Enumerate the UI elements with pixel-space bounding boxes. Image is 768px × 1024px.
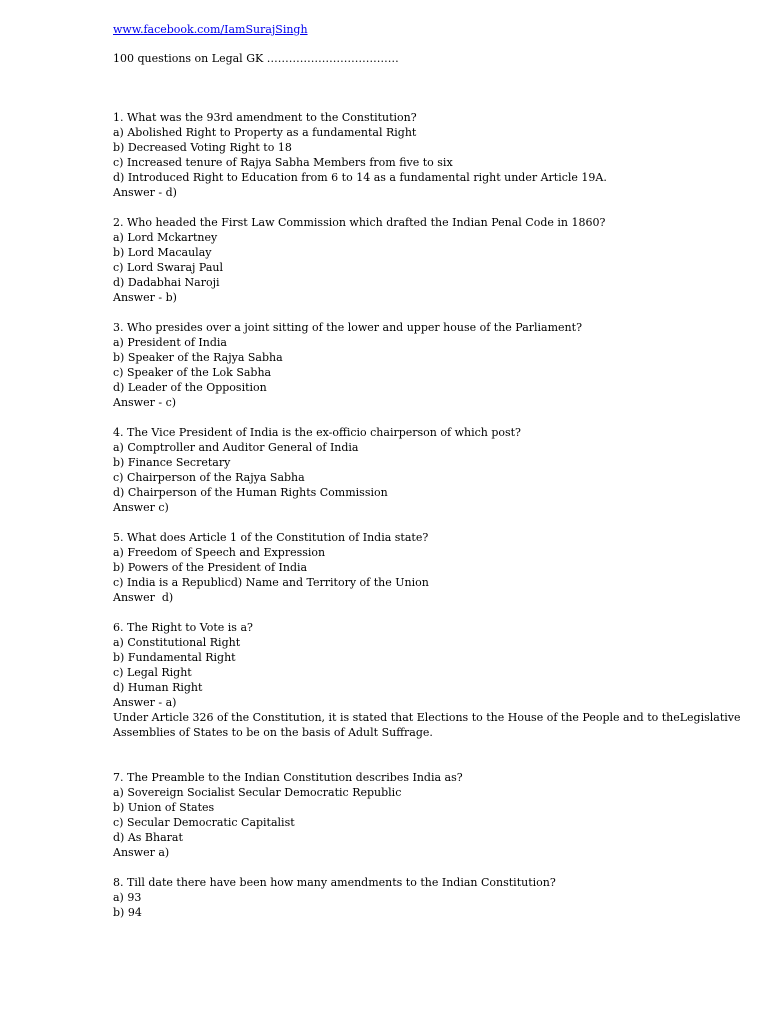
question-8	[113, 875, 753, 920]
option-a: a) 93	[113, 891, 142, 904]
answer: Answer c)	[113, 501, 169, 514]
answer-explanation: Under Article 326 of the Constitution, it is stated that Elections to the House of the People and to theLegislative Assemblies of States to be on the basis of Adult Suffrage.	[113, 711, 741, 739]
question-5	[113, 530, 753, 605]
option-d: d) Chairperson of the Human Rights Commission	[113, 486, 388, 499]
option-b: b) Powers of the President of India	[113, 561, 308, 574]
option-b: b) Decreased Voting Right to 18	[113, 141, 292, 154]
option-c: c) Legal Right	[113, 666, 192, 679]
question-6	[113, 620, 753, 740]
question-text: 1. What was the 93rd amendment to the Constitution?	[113, 111, 417, 124]
question-text: 4. The Vice President of India is the ex-officio chairperson of which post?	[113, 426, 521, 439]
spacer	[113, 66, 753, 110]
facebook-link[interactable]: www.facebook.com/IamSurajSingh	[113, 23, 308, 36]
option-b: b) Lord Macaulay	[113, 246, 212, 259]
spacer	[113, 37, 753, 51]
option-a: a) Constitutional Right	[113, 636, 241, 649]
option-c: c) Secular Democratic Capitalist	[113, 816, 295, 829]
option-c: c) Lord Swaraj Paul	[113, 261, 223, 274]
option-b: b) Finance Secretary	[113, 456, 231, 469]
answer: Answer d)	[113, 591, 174, 604]
option-c: c) Increased tenure of Rajya Sabha Members from five to six	[113, 156, 453, 169]
question-2	[113, 215, 753, 305]
option-d: d) Human Right	[113, 681, 203, 694]
document-page	[113, 22, 753, 935]
question-text: 3. Who presides over a joint sitting of the lower and upper house of the Parliament?	[113, 321, 582, 334]
answer: Answer - a)	[113, 696, 177, 709]
option-a: a) Abolished Right to Property as a fundamental Right	[113, 126, 417, 139]
option-d: d) Dadabhai Naroji	[113, 276, 220, 289]
option-d: d) Introduced Right to Education from 6 to 14 as a fundamental right under Article 19A.	[113, 171, 607, 184]
option-d: d) Leader of the Opposition	[113, 381, 267, 394]
question-text: 8. Till date there have been how many amendments to the Indian Constitution?	[113, 876, 556, 889]
option-b: b) Fundamental Right	[113, 651, 236, 664]
option-b: b) Union of States	[113, 801, 215, 814]
option-a: a) Lord Mckartney	[113, 231, 218, 244]
question-text: 7. The Preamble to the Indian Constitution describes India as?	[113, 771, 463, 784]
question-text: 5. What does Article 1 of the Constitution of India state?	[113, 531, 429, 544]
option-c: c) Speaker of the Lok Sabha	[113, 366, 272, 379]
question-4	[113, 425, 753, 515]
option-b: b) 94	[113, 906, 142, 919]
answer: Answer a)	[113, 846, 170, 859]
option-a: a) Sovereign Socialist Secular Democratic Republic	[113, 786, 402, 799]
question-3	[113, 320, 753, 410]
question-text: 2. Who headed the First Law Commission which drafted the Indian Penal Code in 1860?	[113, 216, 606, 229]
document-title: 100 questions on Legal GK ………………………………	[113, 52, 399, 65]
question-1	[113, 110, 753, 200]
option-c: c) India is a Republicd) Name and Territory of the Union	[113, 576, 429, 589]
option-b: b) Speaker of the Rajya Sabha	[113, 351, 283, 364]
question-7	[113, 770, 753, 860]
option-a: a) President of India	[113, 336, 227, 349]
option-a: a) Comptroller and Auditor General of India	[113, 441, 359, 454]
answer: Answer - c)	[113, 396, 177, 409]
option-c: c) Chairperson of the Rajya Sabha	[113, 471, 305, 484]
answer: Answer - b)	[113, 291, 177, 304]
answer: Answer - d)	[113, 186, 177, 199]
question-text: 6. The Right to Vote is a?	[113, 621, 253, 634]
option-a: a) Freedom of Speech and Expression	[113, 546, 326, 559]
option-d: d) As Bharat	[113, 831, 183, 844]
